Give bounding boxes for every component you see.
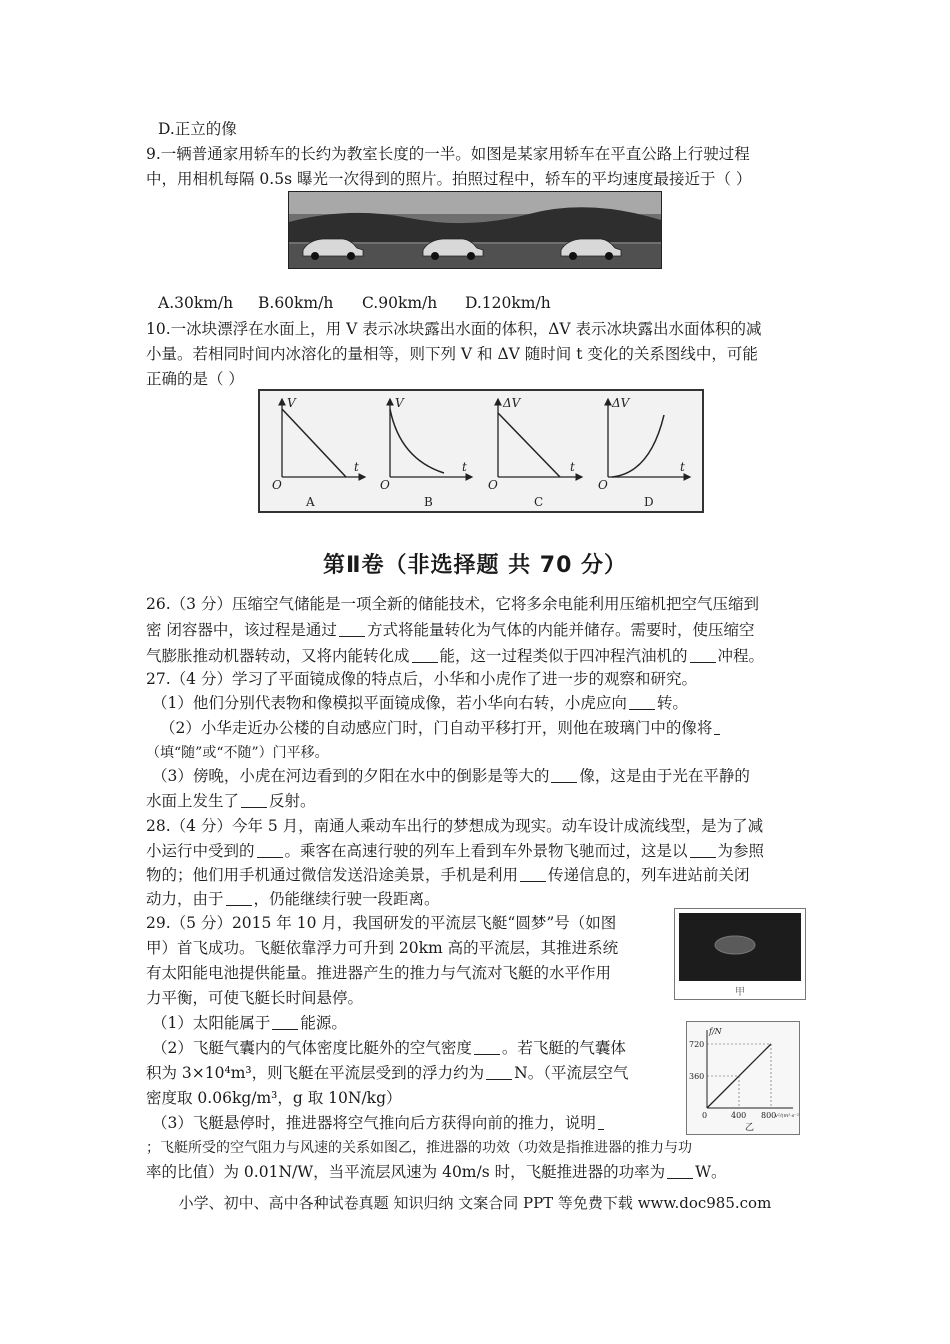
q27-line-6 — [146, 790, 316, 812]
q29-line-10: ；飞艇所受的空气阻力与风速的关系如图乙，推进器的功效（功效是指推进器的推力与功 — [146, 1140, 692, 1156]
q28-blank-3 — [520, 865, 546, 882]
car-photo-drawing — [289, 192, 661, 268]
q29-line-9 — [152, 1112, 606, 1134]
airship-photo-drawing — [675, 909, 805, 999]
q26-text-2a: 密 闭容器中，该过程是通过 — [146, 621, 337, 639]
q29-line-3: 有太阳能电池提供能量。推进器产生的推力与气流对飞艇的水平作用 — [146, 964, 612, 982]
q28-text-2c: 为参照 — [717, 842, 765, 860]
q26-blank-3 — [690, 646, 716, 663]
q28-blank-2 — [690, 841, 716, 858]
q29-line-8: 密度取 0.06kg/m³，g 取 10N/kg） — [146, 1089, 402, 1107]
drag-graph-x-label: v²/(m²·s⁻²) — [775, 1113, 799, 1119]
graph-b-x-label: t — [462, 460, 467, 474]
q9-option-c: C.90km/h — [362, 294, 438, 312]
q27-line-3 — [160, 717, 722, 739]
q29-text-6b: 。若飞艇的气囊体 — [501, 1039, 626, 1057]
q27-text-2b: 转。 — [656, 694, 688, 712]
q29-line-11 — [146, 1161, 727, 1183]
graph-d-x-label: t — [680, 460, 685, 474]
q27-text-3: （2）小华走近办公楼的自动感应门时，门自动平移打开，则他在玻璃门中的像将 — [160, 719, 713, 737]
q26-line-1: 26.（3 分）压缩空气储能是一项全新的储能技术，它将多余电能利用压缩机把空气压缩到 — [146, 595, 759, 613]
drag-graph-y-tick-720: 720 — [689, 1040, 705, 1049]
q26-line-2 — [146, 619, 754, 641]
drag-graph-x-tick-0: 0 — [702, 1111, 708, 1120]
q28-text-3b: 传递信息的，列车进站前关闭 — [548, 866, 750, 884]
graph-c-x-label: t — [570, 460, 575, 474]
q29-text-11b: W。 — [695, 1163, 727, 1181]
q29-line-6 — [152, 1037, 626, 1059]
q8-option-d: D.正立的像 — [158, 120, 237, 138]
graph-a-origin: O — [272, 478, 282, 492]
car-photo — [288, 191, 662, 269]
q28-text-2b: 。乘客在高速行驶的列车上看到车外景物飞驰而过，这是以 — [284, 842, 688, 860]
q28-text-3a: 物的；他们用手机通过微信发送沿途美景，手机是利用 — [146, 866, 519, 884]
drag-graph-x-tick-800: 800 — [761, 1111, 777, 1120]
q10-line-1: 10.一冰块漂浮在水面上，用 V 表示冰块露出水面的体积，ΔV 表示冰块露出水面体积的减 — [146, 320, 762, 338]
q27-blank-2 — [714, 718, 720, 735]
q26-line-3 — [146, 645, 764, 667]
graph-d-caption: D — [644, 495, 654, 509]
q27-blank-4 — [241, 791, 267, 808]
q28-blank-1 — [257, 841, 283, 858]
q27-text-5b: 像，这是由于光在平静的 — [579, 767, 750, 785]
graph-c-origin: O — [488, 478, 498, 492]
q27-text-5a: （3）傍晚，小虎在河边看到的夕阳在水中的倒影是等大的 — [152, 767, 550, 785]
section-title: 第Ⅱ卷（非选择题 共 70 分） — [322, 553, 628, 578]
q27-line-5 — [152, 765, 750, 787]
q29-line-7 — [146, 1062, 628, 1084]
q9-option-d: D.120km/h — [465, 294, 551, 312]
drag-graph-y-label: f/N — [709, 1027, 722, 1036]
q27-text-6a: 水面上发生了 — [146, 792, 240, 810]
q29-blank-2 — [474, 1038, 500, 1055]
q29-line-1: 29.（5 分）2015 年 10 月，我国研发的平流层飞艇“圆梦”号（如图 — [146, 914, 617, 932]
q9-option-b: B.60km/h — [258, 294, 334, 312]
q26-text-3a: 气膨胀推动机器转动，又将内能转化成 — [146, 647, 410, 665]
q26-blank-2 — [412, 646, 438, 663]
graph-d — [598, 396, 690, 509]
q28-line-4 — [146, 888, 440, 910]
graph-c — [488, 396, 582, 509]
drag-graph-caption: 乙 — [745, 1123, 755, 1133]
q28-line-3 — [146, 864, 750, 886]
q10-graphs — [258, 389, 704, 513]
q29-text-7b: N。（平流层空气 — [514, 1064, 629, 1082]
graph-c-caption: C — [534, 495, 544, 509]
q26-text-3c: 冲程。 — [717, 647, 765, 665]
drag-graph-drawing — [687, 1022, 799, 1134]
q29-line-5 — [152, 1012, 347, 1034]
q10-line-3: 正确的是（ ） — [146, 370, 244, 388]
graph-c-y-label: ΔV — [503, 396, 521, 410]
q29-text-5a: （1）太阳能属于 — [152, 1014, 271, 1032]
drag-graph-x-tick-400: 400 — [731, 1111, 747, 1120]
graph-a-y-label: V — [287, 396, 296, 410]
q9-line-1: 9.一辆普通家用轿车的长约为教室长度的一半。如图是某家用轿车在平直公路上行驶过程 — [146, 145, 750, 163]
q27-line-1: 27.（4 分）学习了平面镜成像的特点后，小华和小虎作了进一步的观察和研究。 — [146, 670, 697, 688]
graph-b — [380, 396, 472, 509]
graph-d-origin: O — [598, 478, 608, 492]
q27-line-2 — [152, 692, 688, 714]
q28-text-2a: 小运行中受到的 — [146, 842, 255, 860]
drag-graph — [686, 1021, 800, 1135]
graph-b-origin: O — [380, 478, 390, 492]
q27-blank-3 — [551, 766, 577, 783]
q29-text-11a: 率的比值）为 0.01N/W，当平流层风速为 40m/s 时，飞艇推进器的功率为 — [146, 1163, 666, 1181]
q29-blank-5 — [667, 1162, 693, 1179]
q27-text-2a: （1）他们分别代表物和像模拟平面镜成像，若小华向右转，小虎应向 — [152, 694, 627, 712]
drag-graph-y-tick-360: 360 — [689, 1072, 705, 1081]
q29-line-4: 力平衡，可使飞艇长时间悬停。 — [146, 989, 364, 1007]
q10-graphs-drawing — [260, 391, 702, 511]
q29-text-9: （3）飞艇悬停时，推进器将空气推向后方获得向前的推力，说明 — [152, 1114, 596, 1132]
fig-jia-caption: 甲 — [735, 987, 745, 998]
q29-blank-4 — [598, 1113, 604, 1130]
q9-option-a: A.30km/h — [158, 294, 234, 312]
q29-line-2: 甲）首飞成功。飞艇依靠浮力可升到 20km 高的平流层，其推进系统 — [146, 939, 619, 957]
q10-line-2: 小量。若相同时间内冰溶化的量相等，则下列 V 和 ΔV 随时间 t 变化的关系图线中，可能 — [146, 345, 758, 363]
q27-blank-1 — [629, 693, 655, 710]
q28-text-4b: ，仍能继续行驶一段距离。 — [253, 890, 440, 908]
graph-a-caption: A — [306, 495, 315, 509]
q29-text-6a: （2）飞艇气囊内的气体密度比艇外的空气密度 — [152, 1039, 472, 1057]
q28-line-2 — [146, 840, 764, 862]
q26-text-3b: 能，这一过程类似于四冲程汽油机的 — [439, 647, 688, 665]
q28-text-4a: 动力，由于 — [146, 890, 224, 908]
q26-text-2b: 方式将能量转化为气体的内能并储存。需要时，使压缩空 — [366, 621, 755, 639]
q29-blank-3 — [486, 1063, 512, 1080]
graph-a-x-label: t — [354, 460, 359, 474]
q29-text-5b: 能源。 — [300, 1014, 347, 1032]
airship-photo — [674, 908, 806, 1000]
q28-blank-4 — [226, 889, 252, 906]
q26-blank-1 — [339, 620, 365, 637]
q27-line-4: （填“随”或“不随”）门平移。 — [146, 745, 329, 761]
q29-blank-1 — [272, 1013, 298, 1030]
q28-line-1: 28.（4 分）今年 5 月，南通人乘动车出行的梦想成为现实。动车设计成流线型，是为了减 — [146, 817, 764, 835]
footer-text: 小学、初中、高中各种试卷真题 知识归纳 文案合同 PPT 等免费下载 www.doc985.com — [178, 1194, 772, 1212]
q27-text-6b: 反射。 — [269, 792, 316, 810]
graph-b-y-label: V — [395, 396, 404, 410]
graph-a — [272, 396, 365, 509]
graph-b-caption: B — [424, 495, 433, 509]
q29-text-7a: 积为 3×10⁴m³，则飞艇在平流层受到的浮力约为 — [146, 1064, 485, 1082]
graph-d-y-label: ΔV — [612, 396, 630, 410]
q9-line-2: 中，用相机每隔 0.5s 曝光一次得到的照片。拍照过程中，轿车的平均速度最接近于（ ） — [146, 170, 752, 188]
